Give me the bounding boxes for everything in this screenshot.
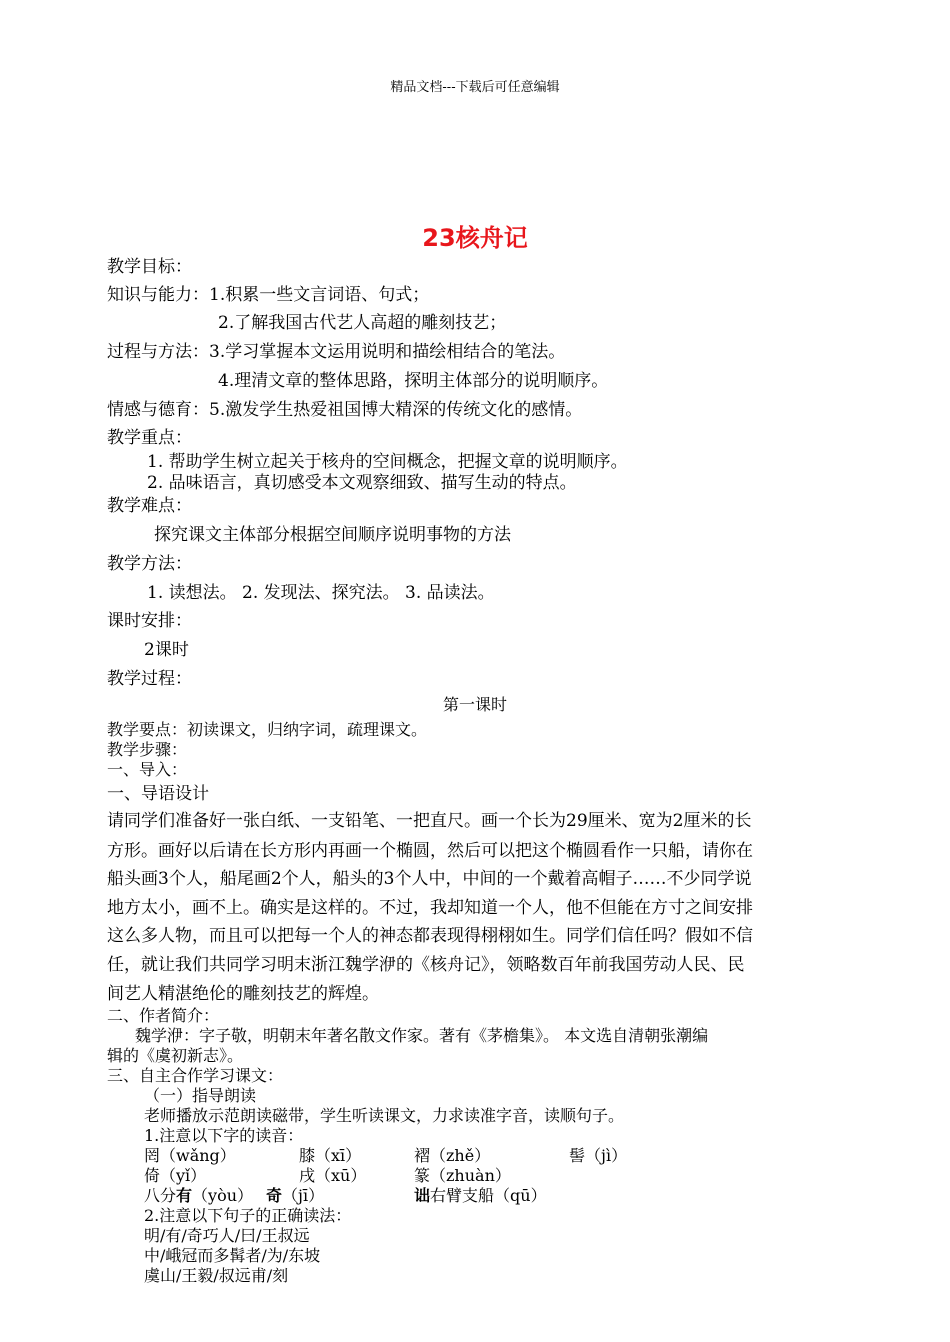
sentence-reading-heading: 2.注意以下句子的正确读法： [144,1206,352,1225]
emphasized-character: 诎 [414,1186,431,1205]
intro-paragraph-line-6: 任，就让我们共同学习明末浙江魏学洢的《核舟记》，领略数百年前我国劳动人民、民 [107,955,745,975]
key-point-2: 2. 品味语言，真切感受本文观察细致、描写生动的特点。 [147,473,577,493]
pronunciation-item: 褶（zhě） [414,1146,491,1165]
methods-list: 1. 读想法。 2. 发现法、探究法。 3. 品读法。 [147,583,495,603]
section-heading-methods: 教学方法： [107,554,192,574]
pronunciation-item: 髻（jì） [569,1146,628,1165]
section-heading-key-points: 教学重点： [107,428,192,448]
first-lesson-heading: 第一课时 [442,695,507,714]
lesson-main-points: 教学要点：初读课文，归纳字词，疏理课文。 [107,720,428,739]
goal-knowledge-1: 知识与能力：1.积累一些文言词语、句式； [107,285,430,305]
word-part: 右臂支船（qū） [430,1186,547,1205]
section-heading-difficulty: 教学难点： [107,496,192,516]
pronunciation-item: 罔（wǎng） [144,1146,236,1165]
reading-guidance-heading: （一）指导朗读 [144,1086,257,1105]
emphasized-character: 有 [176,1186,193,1205]
intro-paragraph-line-2: 方形。画好以后请在长方形内再画一个椭圆，然后可以把这个椭圆看作一只船，请你在 [107,841,753,861]
intro-paragraph-line-4: 地方太小，画不上。确实是这样的。不过，我却知道一个人，他不但能在方寸之间安排 [107,898,753,918]
goal-process-4: 4.理清文章的整体思路，探明主体部分的说明顺序。 [218,371,609,391]
author-heading: 二、作者简介： [107,1006,220,1025]
goal-emotion-5: 情感与德育：5.激发学生热爱祖国博大精深的传统文化的感情。 [107,400,583,420]
pronunciation-heading: 1.注意以下字的读音： [144,1126,304,1145]
pronunciation-item: 戌（xū） [299,1166,367,1185]
emphasized-character: 奇 [266,1186,283,1205]
section-heading-goals: 教学目标： [107,257,192,277]
reading-guidance-text: 老师播放示范朗读磁带，学生听读课文，力求读准字音，读顺句子。 [144,1106,625,1125]
goal-process-3: 过程与方法：3.学习掌握本文运用说明和描绘相结合的笔法。 [107,342,566,362]
author-text-line-1: 魏学洢：字子敬，明朝末年著名散文作家。著有《茅檐集》。 本文选自清朝张潮编 [135,1026,709,1045]
pronunciation-item: 篆（zhuàn） [414,1166,511,1185]
section-heading-schedule: 课时安排： [107,611,192,631]
word-part: （jī） [282,1186,325,1205]
page-header: 精品文档---下载后可任意编辑 [390,80,560,95]
pronunciation-item: 膝（xī） [299,1146,362,1165]
goal-knowledge-2: 2.了解我国古代艺人高超的雕刻技艺； [218,313,507,333]
word-part: （yòu） [192,1186,254,1205]
intro-design-heading: 一、导语设计 [107,784,209,804]
step-intro-heading: 一、导入： [107,760,188,779]
sentence-reading-1: 明/有/奇巧人/曰/王叔远 [144,1226,310,1245]
schedule-text: 2课时 [144,640,189,660]
intro-paragraph-line-5: 这么多人物，而且可以把每一个人的神态都表现得栩栩如生。同学们信任吗？假如不信 [107,926,753,946]
pronunciation-item [414,1183,547,1206]
intro-paragraph-line-3: 船头画3个人，船尾画2个人，船头的3个人中，中间的一个戴着高帽子……不少同学说 [107,869,752,889]
word-part: 八分 [144,1186,177,1205]
difficulty-text: 探究课文主体部分根据空间顺序说明事物的方法 [154,525,511,545]
key-point-1: 1. 帮助学生树立起关于核舟的空间概念，把握文章的说明顺序。 [147,452,628,472]
pronunciation-item: 倚（yǐ） [144,1166,207,1185]
section-heading-process: 教学过程： [107,669,192,689]
sentence-reading-3: 虞山/王毅/叔远甫/刻 [144,1266,289,1285]
self-study-heading: 三、自主合作学习课文： [107,1066,284,1085]
lesson-steps-heading: 教学步骤： [107,740,188,759]
sentence-reading-2: 中/峨冠而多髯者/为/东坡 [144,1246,321,1265]
intro-paragraph-line-1: 请同学们准备好一张白纸、一支铅笔、一把直尺。画一个长为29厘米、宽为2厘米的长 [107,811,752,831]
lesson-title: 23核舟记 [422,224,528,252]
author-text-line-2: 辑的《虞初新志》。 [107,1046,244,1065]
intro-paragraph-line-7: 间艺人精湛绝伦的雕刻技艺的辉煌。 [107,984,379,1004]
